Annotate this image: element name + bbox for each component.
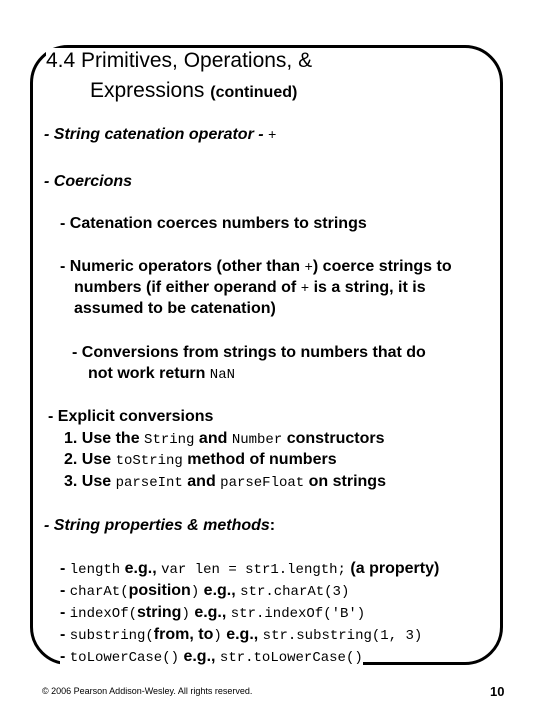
- method-substring: [60, 624, 422, 647]
- close-paren: ): [213, 628, 222, 644]
- code-example: var len = str1.length;: [161, 562, 346, 578]
- text: and: [187, 473, 216, 490]
- plus-operator: +: [268, 128, 277, 144]
- text: not work return: [88, 365, 206, 382]
- slide-title-line2: [90, 78, 297, 106]
- text: - Numeric operators (other than: [60, 258, 301, 275]
- dash: -: [60, 582, 66, 599]
- bullet-numeric-operators-line3: assumed to be catenation): [74, 300, 276, 317]
- eg: e.g.,: [183, 648, 216, 665]
- bullet-string-properties: [44, 515, 275, 536]
- explicit-item-1: [64, 428, 385, 451]
- text: ) coerce strings to: [312, 258, 452, 275]
- arg: from, to: [153, 626, 214, 643]
- code-example: str.substring(1, 3): [262, 628, 423, 644]
- text: method of numbers: [187, 451, 337, 468]
- close-paren: ): [190, 584, 200, 600]
- bullet-conversions: - Conversions from strings to numbers that do: [72, 344, 426, 361]
- dash: -: [60, 560, 66, 577]
- code-plus: +: [300, 281, 310, 297]
- eg: e.g.,: [124, 560, 157, 577]
- text: and: [198, 430, 228, 447]
- code-nan: NaN: [209, 367, 236, 383]
- text: is a string, it is: [313, 279, 426, 296]
- code-charat: charAt(: [69, 584, 129, 600]
- code-parseint: parseInt: [115, 475, 183, 491]
- close-paren: ): [181, 606, 190, 622]
- dash: -: [60, 604, 66, 621]
- bullet-numeric-operators-line2: [74, 277, 426, 300]
- code-example: str.indexOf('B'): [230, 606, 366, 622]
- text: on strings: [308, 473, 386, 490]
- method-length: [60, 558, 439, 581]
- code-parsefloat: parseFloat: [220, 475, 305, 491]
- code-string: String: [144, 432, 195, 448]
- title-expressions: Expressions: [90, 79, 205, 102]
- colon: :: [269, 517, 276, 534]
- method-charat: [60, 580, 349, 603]
- code-length: length: [69, 562, 121, 578]
- method-indexof: [60, 602, 365, 625]
- code-example: str.charAt(3): [240, 584, 350, 600]
- eg: e.g.,: [226, 626, 259, 643]
- dash: -: [60, 648, 66, 665]
- text: - String properties & methods: [44, 517, 270, 534]
- eg: e.g.,: [203, 582, 236, 599]
- bullet-explicit-conversions: - Explicit conversions: [48, 408, 214, 425]
- code-indexof: indexOf(: [69, 606, 137, 622]
- code-plus: +: [304, 260, 313, 276]
- code-number: Number: [231, 432, 283, 448]
- bullet-catenation-coerces: - Catenation coerces numbers to strings: [60, 215, 367, 232]
- method-tolowercase: [60, 646, 363, 669]
- dash: -: [60, 626, 66, 643]
- arg: position: [128, 582, 191, 599]
- bullet-string-catenation: [44, 124, 276, 147]
- bullet-conversions-line2: [88, 363, 235, 386]
- bullet-coercions: - Coercions: [44, 173, 133, 190]
- arg: string: [137, 604, 182, 621]
- explicit-item-2: [64, 449, 337, 472]
- code-substring: substring(: [69, 628, 154, 644]
- explicit-item-3: [64, 471, 386, 494]
- code-tostring: toString: [115, 453, 183, 469]
- bullet-numeric-operators: [60, 256, 452, 279]
- slide-title-line1: 4.4 Primitives, Operations, &: [46, 48, 316, 74]
- copyright-notice: © 2006 Pearson Addison-Wesley. All rights reserved.: [42, 686, 253, 696]
- text: 2. Use: [64, 451, 112, 468]
- eg: e.g.,: [194, 604, 227, 621]
- text: 3. Use: [64, 473, 112, 490]
- note: (a property): [350, 560, 440, 577]
- text: 1. Use the: [64, 430, 140, 447]
- bullet-text: - String catenation operator -: [44, 126, 264, 143]
- code-tolowercase: toLowerCase(): [69, 650, 179, 666]
- code-example: str.toLowerCase(): [219, 650, 363, 666]
- page-number: 10: [490, 684, 505, 699]
- title-continued: (continued): [210, 84, 298, 101]
- text: numbers (if either operand of: [74, 279, 297, 296]
- text: constructors: [286, 430, 385, 447]
